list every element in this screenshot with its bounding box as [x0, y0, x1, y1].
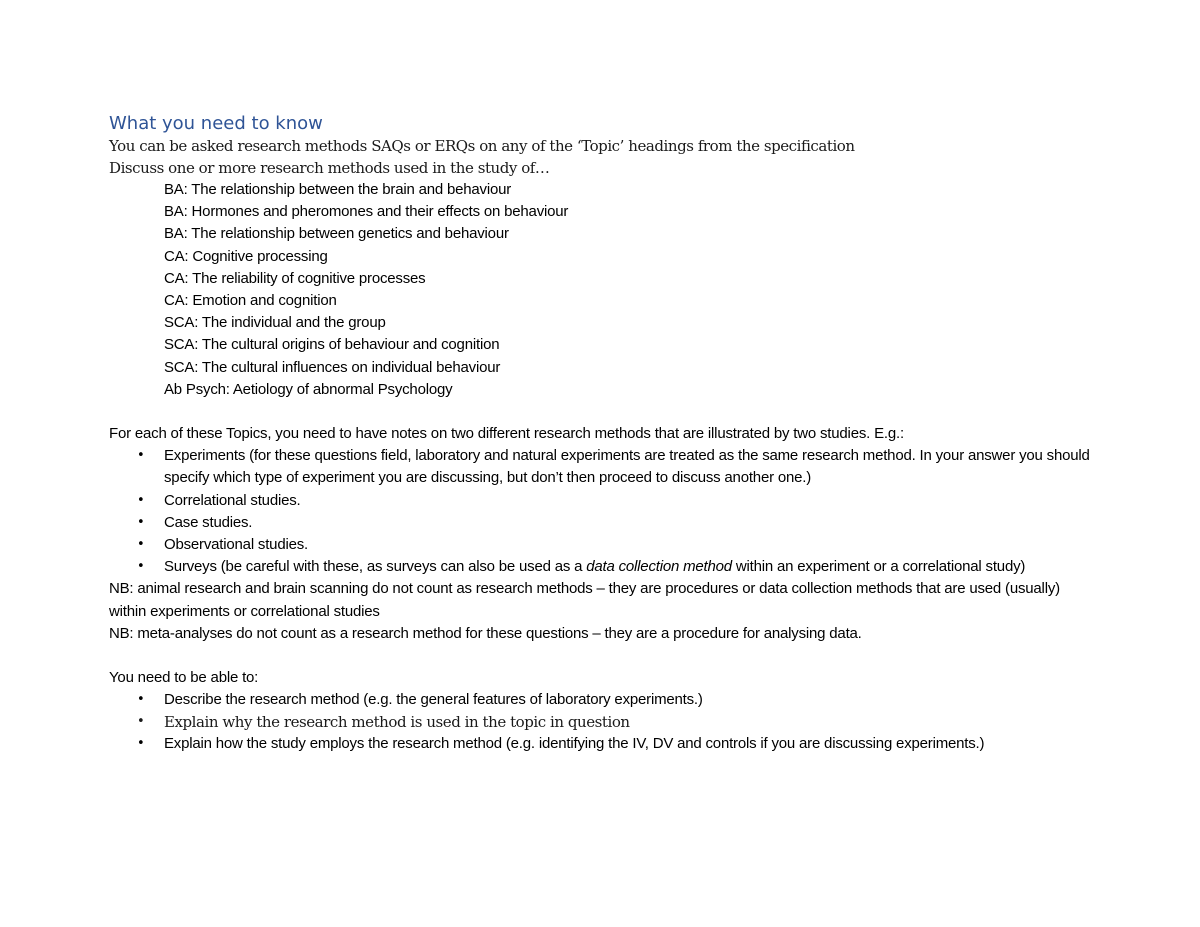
abilities-list — [109, 689, 1099, 755]
ability-item — [109, 711, 1099, 733]
methods-intro: For each of these Topics, you need to have notes on two different research methods that are illustrated by two studies. E.g.: — [109, 425, 904, 443]
surveys-text-after: within an experiment or a correlational study) — [731, 558, 1026, 576]
method-text: Observational studies. — [164, 536, 309, 554]
topic-item: CA: Cognitive processing — [164, 247, 328, 265]
bullet-icon: • — [137, 736, 145, 752]
ability-item — [109, 689, 1099, 711]
method-item-observational — [109, 534, 1099, 556]
methods-list — [109, 445, 1099, 578]
topic-item: SCA: The cultural influences on individual behaviour — [164, 358, 501, 376]
method-text — [164, 558, 1025, 575]
method-item-correlational — [109, 490, 1099, 512]
ability-text: Explain how the study employs the research method (e.g. identifying the IV, DV and controls if you are discussing experiments.) — [164, 735, 985, 753]
topic-item: SCA: The cultural origins of behaviour and cognition — [164, 336, 500, 354]
abilities-intro: You need to be able to: — [109, 669, 259, 687]
surveys-text-italic: data collection method — [586, 558, 732, 576]
note-2: NB: meta-analyses do not count as a research method for these questions – they are a procedure for analysing data. — [109, 624, 862, 642]
bullet-icon: • — [137, 492, 145, 508]
topic-item: CA: The reliability of cognitive processes — [164, 269, 426, 287]
method-text: Correlational studies. — [164, 491, 301, 509]
section-heading: What you need to know — [109, 113, 323, 134]
bullet-icon: • — [137, 448, 145, 464]
bullet-icon: • — [137, 559, 145, 575]
note-1: NB: animal research and brain scanning do not count as research methods – they are procedures or data collection methods that are used (usually) within experiments or correlational studies — [109, 580, 1060, 620]
topic-item: SCA: The individual and the group — [164, 314, 386, 332]
method-item-experiments — [109, 445, 1099, 489]
document-content — [109, 113, 1109, 756]
spacer — [109, 645, 1109, 667]
topic-item: Ab Psych: Aetiology of abnormal Psychology — [164, 380, 453, 398]
surveys-text-before: Surveys (be careful with these, as surveys can also be used as a — [164, 558, 587, 576]
method-text: Case studies. — [164, 513, 253, 531]
method-item-surveys — [109, 556, 1099, 578]
ability-item — [109, 733, 1099, 755]
method-item-case — [109, 512, 1099, 534]
topic-item: BA: The relationship between genetics and behaviour — [164, 225, 509, 243]
bullet-icon: • — [137, 692, 145, 708]
method-text: Experiments (for these questions field, laboratory and natural experiments are treated as the same research method. In your answer you should specify which type of experiment you are discussing, but don’t then proceed to discuss another one.) — [164, 447, 1090, 487]
topic-item: CA: Emotion and cognition — [164, 292, 337, 310]
bullet-icon: • — [137, 714, 145, 730]
bullet-icon: • — [137, 537, 145, 553]
bullet-icon: • — [137, 514, 145, 530]
spacer — [109, 401, 1109, 423]
topic-item: BA: Hormones and pheromones and their effects on behaviour — [164, 203, 569, 221]
intro-line-1: You can be asked research methods SAQs or ERQs on any of the ‘Topic’ headings from the specification — [109, 137, 855, 155]
topic-list — [109, 179, 1109, 401]
intro-line-2: Discuss one or more research methods used in the study of… — [109, 159, 550, 177]
ability-text: Describe the research method (e.g. the general features of laboratory experiments.) — [164, 691, 703, 709]
ability-text: Explain why the research method is used in the topic in question — [164, 713, 630, 732]
topic-item: BA: The relationship between the brain and behaviour — [164, 181, 512, 198]
